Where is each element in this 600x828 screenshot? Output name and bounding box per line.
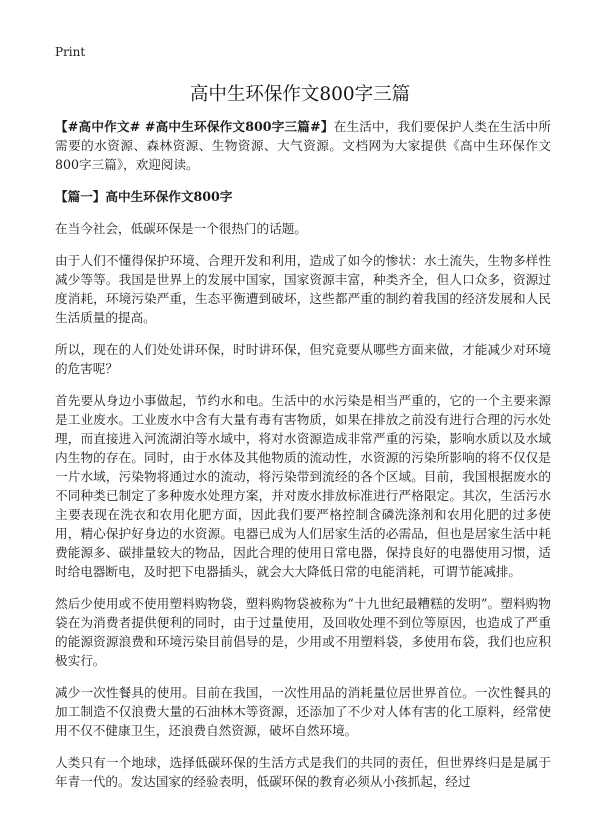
body-paragraph: 人类只有一个地球，选择低碳环保的生活方式是我们的共同的责任，但世界终归是是属于年青一代的。发达国家的经验表明，低碳环保的教育必须从小孩抓起，经过 [55,755,551,789]
body-paragraph: 然后少使用或不使用塑料购物袋，塑料购物袋被称为“十九世纪最糟糕的发明”。塑料购物袋在为消费者提供便利的同时，由于过量使用，及回收处理不到位等原因，也造成了严重的能源资源浪费和环境污染目前倡导的是，少用或不用塑料袋，多使用布袋，我们也应积极实行。 [55,596,551,668]
section-heading: 【篇一】高中生环保作文800字 [55,189,233,204]
intro-paragraph [55,117,551,174]
document-body [55,117,551,804]
intro-text: 在生活中，我们要保护人类在生活中所需要的水资源、森林资源、生物资源、大气资源。文档网为大家提供《高中生环保作文800字三篇》，欢迎阅读。 [55,119,551,172]
print-label[interactable]: Print [55,45,86,59]
body-paragraph: 由于人们不懂得保护环境、合理开发和利用，造成了如今的惨状：水土流失，生物多样性减少等等。我国是世界上的发展中国家，国家资源丰富，种类齐全，但人口众多，资源过度消耗，环境污染严重，生态平衡遭到破坏，这些都严重的制约着我国的经济发展和人民生活质量的提高。 [55,253,551,325]
body-paragraph: 所以，现在的人们处处讲环保，时时讲环保，但究竟要从哪些方面来做，才能减少对环境的危害呢？ [55,342,551,376]
body-paragraph: 首先要从身边小事做起，节约水和电。生活中的水污染是相当严重的，它的一个主要来源是工业废水。工业废水中含有大量有毒有害物质，如果在排放之前没有进行合理的污水处理，而直接进入河流湖泊等水域中，将对水资源造成非常严重的污染，影响水质以及水域内生物的存在。同时，由于水体及其他物质的流动性，水资源的污染所影响的将不仅仅是一片水域，污染物将通过水的流动，将污染带到流经的各个区域。目前，我国根据废水的不同种类已制定了多种废水处理方案，并对废水排放标准进行严格限定。其次，生活污水主要表现在洗衣和农用化肥方面，因此我们要严格控制含磷洗涤剂和农用化肥的过多使用，精心保护好身边的水资源。电器已成为人们居家生活的必需品，但也是居家生活中耗费能源多、碳排量较大的物品，因此合理的使用日常电器，保持良好的电器使用习惯，适时给电器断电，及时把下电器插头，就会大大降低日常的电能消耗，可谓节能减排。 [55,393,551,579]
body-paragraph: 在当今社会，低碳环保是一个很热门的话题。 [55,221,307,236]
intro-lead: 【#高中作文# #高中生环保作文800字三篇#】 [55,119,334,134]
document-title: 高中生环保作文800字三篇 [189,84,411,105]
body-paragraph: 减少一次性餐具的使用。目前在我国，一次性用品的消耗量位居世界首位。一次性餐具的加工制造不仅浪费大量的石油林木等资源，还添加了不少对人体有害的化工原料，经常使用不仅不健康卫生，还浪费自然资源，破坏自然环境。 [55,685,551,738]
